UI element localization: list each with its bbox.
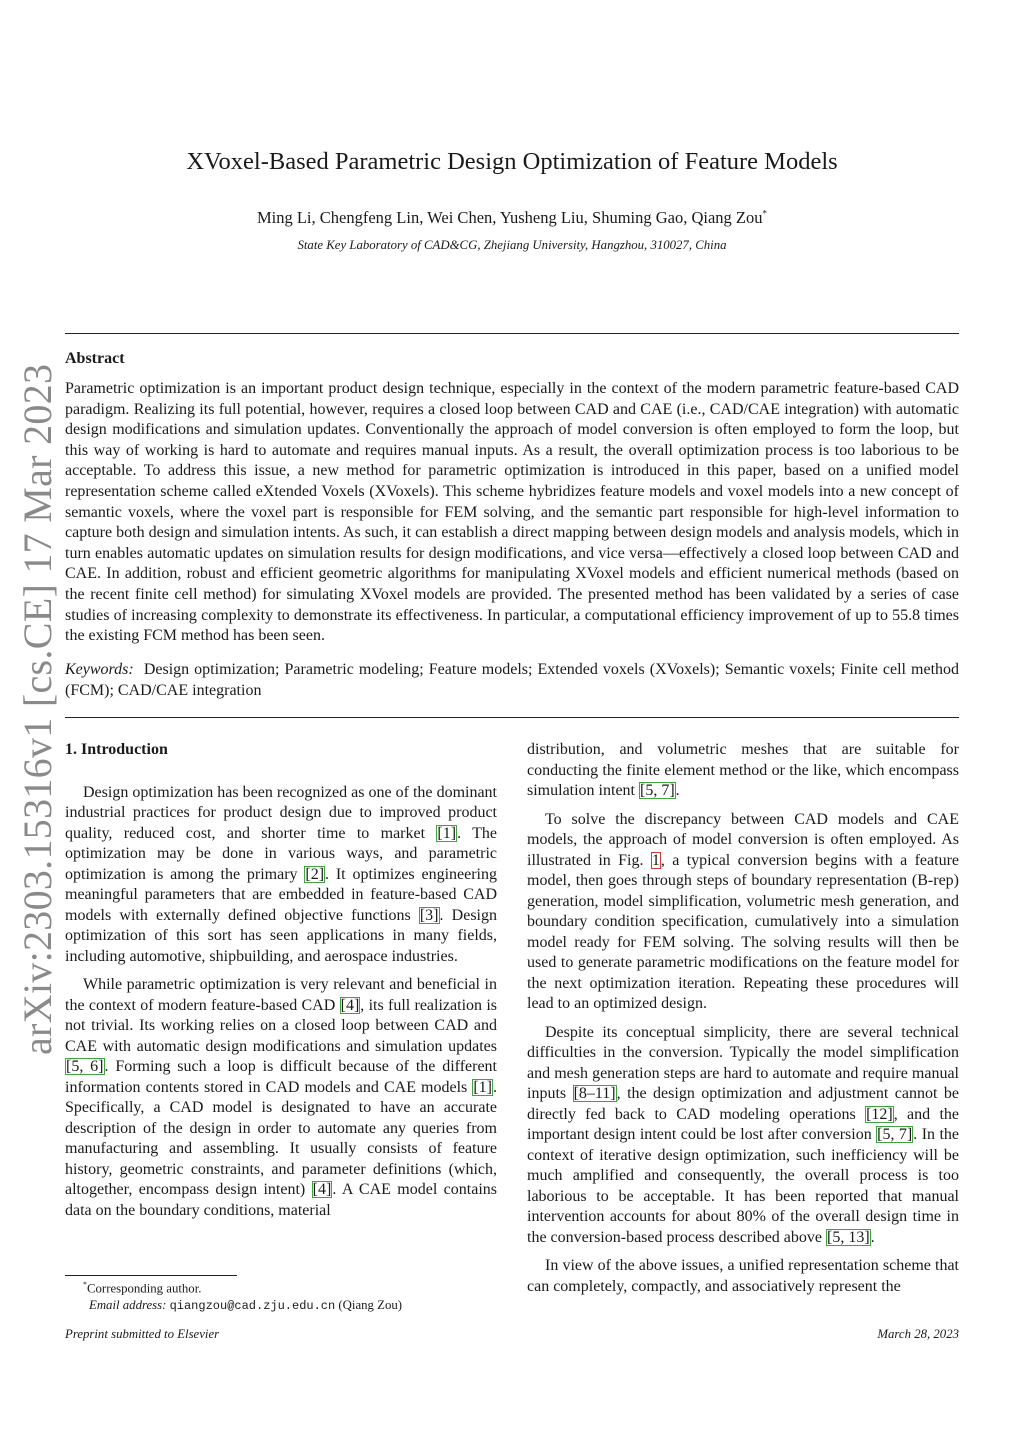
footer-date: March 28, 2023	[877, 1327, 959, 1341]
footer-preprint-note: Preprint submitted to Elsevier	[65, 1327, 220, 1341]
citation-link[interactable]: [5, 13]	[827, 1228, 870, 1246]
email-link[interactable]: qiangzou@cad.zju.edu.cn	[169, 1299, 336, 1313]
abstract-bottom-rule	[65, 717, 959, 718]
citation-link[interactable]: [5, 6]	[66, 1058, 104, 1075]
paper-title: XVoxel-Based Parametric Design Optimization of Feature Models	[186, 148, 838, 175]
intro-paragraph-2-continued: distribution, and volumetric meshes that are suitable for conducting the finite element method or the like, which encompass simulation intent [5, 7].	[527, 741, 959, 799]
intro-paragraph-4: Despite its conceptual simplicity, there are several technical difficulties in the conversion. Typically the model simplification and mesh generation steps are hard to automate and require manual inputs [8–11], the design optimization and adjustment cannot be directly fed back to CAD modeling operations [12], and the important design intent could be lost after conversion [5, 7]. In the context of iterative design optimization, such inefficiency will be much amplified and consequently, the overall process is too laborious to be acceptable. It has been reported that manual intervention accounts for about 80% of the overall design time in the conversion-based process described above [5, 13].	[527, 1023, 960, 1246]
arxiv-identifier: arXiv:2303.15316v1 [cs.CE] 17 Mar 2023	[15, 363, 60, 1055]
citation-link[interactable]: [2]	[305, 865, 325, 883]
citation-link[interactable]: [3]	[419, 906, 439, 924]
intro-paragraph-5: In view of the above issues, a unified representation scheme that can completely, compactly, and associatively represent the	[527, 1257, 959, 1295]
section-heading-introduction: 1. Introduction	[65, 741, 168, 758]
citation-link[interactable]: [12]	[866, 1105, 893, 1123]
keywords	[65, 660, 959, 701]
footnote-rule	[65, 1275, 237, 1276]
citation-link[interactable]: [4]	[340, 996, 360, 1014]
keywords-text: Design optimization; Parametric modeling; Feature models; Extended voxels (XVoxels); Semantic voxels; Finite cell method (FCM); CAD/CAE integration	[65, 661, 960, 699]
abstract-top-rule	[65, 333, 959, 334]
figure-link[interactable]: 1	[651, 851, 660, 869]
footnote-corresponding: *Corresponding author.	[83, 1280, 202, 1296]
footnote-email: Email address: qiangzou@cad.zju.edu.cn (Qiang Zou)	[89, 1298, 403, 1313]
citation-link[interactable]: [5, 7]	[640, 782, 675, 799]
left-column	[65, 740, 497, 1229]
corresponding-mark: *	[762, 208, 768, 219]
author-names: Ming Li, Chengfeng Lin, Wei Chen, Yusheng Liu, Shuming Gao, Qiang Zou	[256, 208, 763, 227]
affiliation: State Key Laboratory of CAD&CG, Zhejiang University, Hangzhou, 310027, China	[297, 238, 727, 252]
keywords-label: Keywords:	[65, 661, 134, 678]
intro-paragraph-3: To solve the discrepancy between CAD models and CAE models, the approach of model conversion is often employed. As illustrated in Fig. 1, a typical conversion begins with a feature model, then goes through steps of boundary representation (B-rep) generation, model simplification, volumetric mesh generation, and boundary condition specification, cumulatively into a simulation model ready for FEM solving. The solving results will then be used to generate parametric modifications on the feature model for the next optimization iteration. Repeating these procedures will lead to an optimized design.	[527, 810, 959, 1012]
citation-link[interactable]: [1]	[437, 824, 457, 842]
author-list	[0, 208, 1024, 228]
citation-link[interactable]: [4]	[312, 1181, 332, 1198]
abstract-text: Parametric optimization is an important product design technique, especially in the context of the modern parametric feature-based CAD paradigm. Realizing its full potential, however, requires a closed loop between CAD and CAE (i.e., CAD/CAE integration) with automatic design modifications and simulation updates. Conventionally the approach of model conversion is often employed to form the loop, but this way of working is hard to automate and requires manual inputs. As a result, the overall optimization process is too laborious to be acceptable. To address this issue, a new method for parametric optimization is introduced in this paper, based on a unified model representation scheme called eXtended Voxels (XVoxels). This scheme hybridizes feature models and voxel models into a new concept of semantic voxels, where the voxel part is responsible for FEM solving, and the semantic part responsible for high-level information to capture both design and simulation intents. As such, it can establish a direct mapping between design models and analysis models, which in turn enables automatic updates on simulation results for design modifications, and vice versa—effectively a closed loop between CAD and CAE. In addition, robust and efficient geometric algorithms for manipulating XVoxel models and efficient numerical methods (based on the recent finite cell method) for simulating XVoxel models are provided. The presented method has been validated by a series of case studies of increasing complexity to demonstrate its effectiveness. In particular, a computational efficiency improvement of up to 55.8 times the existing FCM method has been seen.	[65, 380, 959, 645]
citation-link[interactable]: [8–11]	[573, 1085, 616, 1102]
citation-link[interactable]: [1]	[473, 1078, 492, 1096]
citation-link[interactable]: [5, 7]	[877, 1126, 913, 1143]
intro-paragraph-1: Design optimization has been recognized as one of the dominant industrial practices for product design due to improved product quality, reduced cost, and shorter time to market [1]. The optimization may be done in various ways, and parametric optimization is among the primary [2]. It optimizes engineering meaningful parameters that are embedded in feature-based CAD models with externally defined objective functions [3]. Design optimization of this sort has seen applications in many fields, including automotive, shipbuilding, and aerospace industries.	[65, 783, 498, 965]
right-column	[527, 740, 959, 1305]
abstract-heading: Abstract	[65, 350, 125, 367]
intro-paragraph-2: While parametric optimization is very relevant and beneficial in the context of modern feature-based CAD [4], its full realization is not trivial. Its working relies on a closed loop between CAD and CAE with automatic design modifications and simulation updates [5, 6]. Forming such a loop is difficult because of the different information contents stored in CAD models and CAE models [1]. Specifically, a CAD model is designated to have an accurate description of the design in order to automate any queries from manufacturing and assembling. It usually consists of feature history, geometric constraints, and parameter definitions (which, altogether, encompass design intent) [4]. A CAE model contains data on the boundary conditions, material	[65, 976, 498, 1219]
